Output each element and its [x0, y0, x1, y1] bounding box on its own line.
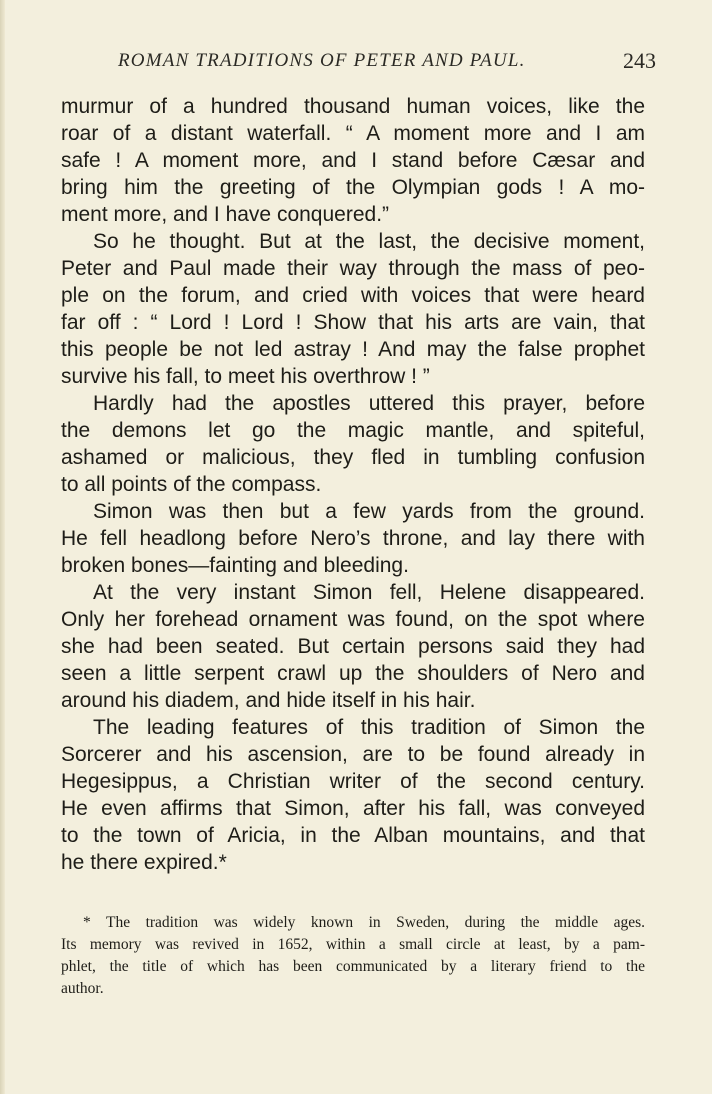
text-line: broken bones—fainting and bleeding.	[61, 554, 409, 577]
text-line: bring him the greeting of the Olympian gods ! A mo-	[61, 176, 645, 199]
text-line: around his diadem, and hide itself in his hair.	[61, 689, 476, 712]
text-line: seen a little serpent crawl up the shoulders of Nero and	[61, 662, 645, 685]
footnote-line: Its memory was revived in 1652, within a small circle at least, by a pam-	[61, 936, 645, 953]
text-line: the demons let go the magic mantle, and spiteful,	[61, 419, 645, 442]
text-line: far off : “ Lord ! Lord ! Show that his arts are vain, that	[61, 311, 645, 334]
text-line: Only her forehead ornament was found, on the spot where	[61, 608, 645, 631]
text-line: to all points of the compass.	[61, 473, 322, 496]
footnote-line: * The tradition was widely known in Sweden, during the middle ages.	[83, 914, 645, 931]
text-line: roar of a distant waterfall. “ A moment more and I am	[61, 122, 645, 145]
page-edge	[0, 0, 5, 1094]
page-header	[118, 48, 658, 84]
text-line: At the very instant Simon fell, Helene disappeared.	[93, 581, 645, 604]
text-line: He even affirms that Simon, after his fall, was conveyed	[61, 797, 645, 820]
text-line: ashamed or malicious, they fled in tumbling confusion	[61, 446, 645, 469]
text-line: this people be not led astray ! And may the false prophet	[61, 338, 645, 361]
text-line: he there expired.*	[61, 851, 227, 874]
text-line: He fell headlong before Nero’s throne, and lay there with	[61, 527, 645, 550]
text-line: ple on the forum, and cried with voices that were heard	[61, 284, 645, 307]
text-line: Simon was then but a few yards from the ground.	[93, 500, 645, 523]
text-line: Sorcerer and his ascension, are to be found already in	[61, 743, 645, 766]
footnote-line: author.	[61, 980, 104, 997]
text-line: survive his fall, to meet his overthrow ! ”	[61, 365, 430, 388]
text-line: she had been seated. But certain persons said they had	[61, 635, 645, 658]
text-line: Hardly had the apostles uttered this prayer, before	[93, 392, 645, 415]
text-line: The leading features of this tradition of Simon the	[93, 716, 645, 739]
text-line: ment more, and I have conquered.”	[61, 203, 390, 226]
text-line: murmur of a hundred thousand human voices, like the	[61, 95, 645, 118]
text-line: Peter and Paul made their way through the mass of peo-	[61, 257, 645, 280]
text-line: safe ! A moment more, and I stand before Cæsar and	[61, 149, 645, 172]
text-line: So he thought. But at the last, the decisive moment,	[93, 230, 645, 253]
footnote-line: phlet, the title of which has been communicated by a literary friend to the	[61, 958, 645, 975]
page-number: 243	[623, 48, 656, 73]
running-title: ROMAN TRADITIONS OF PETER AND PAUL.	[118, 50, 526, 71]
text-line: to the town of Aricia, in the Alban mountains, and that	[61, 824, 645, 847]
text-line: Hegesippus, a Christian writer of the second century.	[61, 770, 645, 793]
